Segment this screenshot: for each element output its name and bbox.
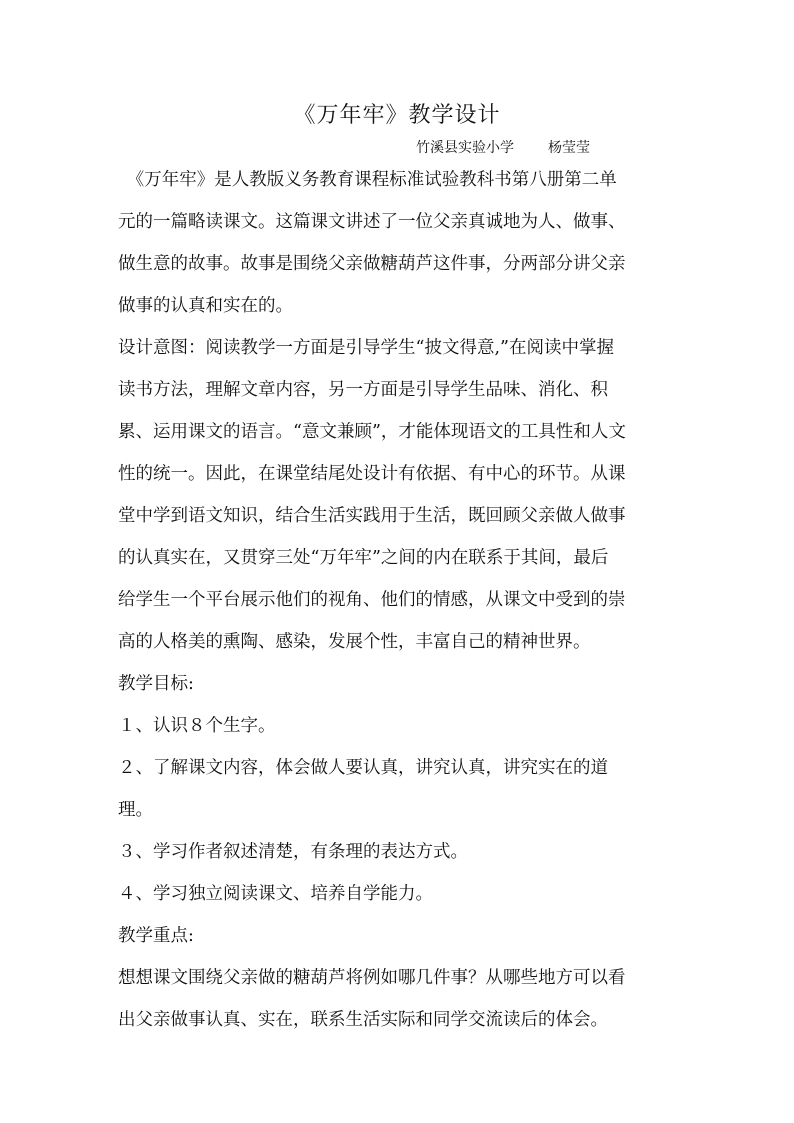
section-heading: 教学重点: bbox=[118, 926, 194, 946]
paragraph-line: 出父亲做事认真、实在，联系生活实际和同学交流读后的体会。 bbox=[118, 1010, 608, 1030]
paragraph-line: 性的统一。因此，在课堂结尾处设计有依据、有中心的环节。从课 bbox=[118, 464, 626, 484]
paragraph-line: 设计意图：阅读教学一方面是引导学生“披文得意,”在阅读中掌握 bbox=[118, 338, 614, 358]
list-item: ２、了解课文内容，体会做人要认真，讲究认真，讲究实在的道 bbox=[118, 758, 608, 778]
paragraph-line: 做事的认真和实在的。 bbox=[118, 296, 293, 316]
author-line bbox=[416, 138, 590, 158]
paragraph-line: 累、运用课文的语言。“意文兼顾”，才能体现语文的工具性和人文 bbox=[118, 422, 626, 442]
author-school: 竹溪县实验小学 bbox=[416, 140, 514, 156]
list-item-continuation: 理。 bbox=[118, 800, 153, 820]
list-item: ４、学习独立阅读课文、培养自学能力。 bbox=[118, 884, 433, 904]
paragraph-line: 《万年牢》是人教版义务教育课程标准试验教科书第八册第二单 bbox=[118, 170, 617, 190]
paragraph-line: 的认真实在，又贯穿三处“万年牢”之间的内在联系于其间，最后 bbox=[118, 548, 609, 568]
paragraph-line: 堂中学到语文知识，结合生活实践用于生活，既回顾父亲做人做事 bbox=[118, 506, 626, 526]
author-name: 杨莹莹 bbox=[548, 140, 590, 156]
paragraph-line: 元的一篇略读课文。这篇课文讲述了一位父亲真诚地为人、做事、 bbox=[118, 212, 626, 232]
document-title: 《万年牢》教学设计 bbox=[293, 103, 501, 128]
list-item: ３、学习作者叙述清楚，有条理的表达方式。 bbox=[118, 842, 468, 862]
paragraph-line: 高的人格美的熏陶、感染，发展个性，丰富自己的精神世界。 bbox=[118, 632, 591, 652]
list-item: １、认识８个生字。 bbox=[118, 716, 276, 736]
paragraph-line: 给学生一个平台展示他们的视角、他们的情感，从课文中受到的崇 bbox=[118, 590, 626, 610]
paragraph-line: 想想课文围绕父亲做的糖葫芦将例如哪几件事？从哪些地方可以看 bbox=[118, 968, 626, 988]
section-heading: 教学目标: bbox=[118, 674, 194, 694]
paragraph-line: 读书方法，理解文章内容，另一方面是引导学生品味、消化、积 bbox=[118, 380, 608, 400]
paragraph-line: 做生意的故事。故事是围绕父亲做糖葫芦这件事，分两部分讲父亲 bbox=[118, 254, 626, 274]
